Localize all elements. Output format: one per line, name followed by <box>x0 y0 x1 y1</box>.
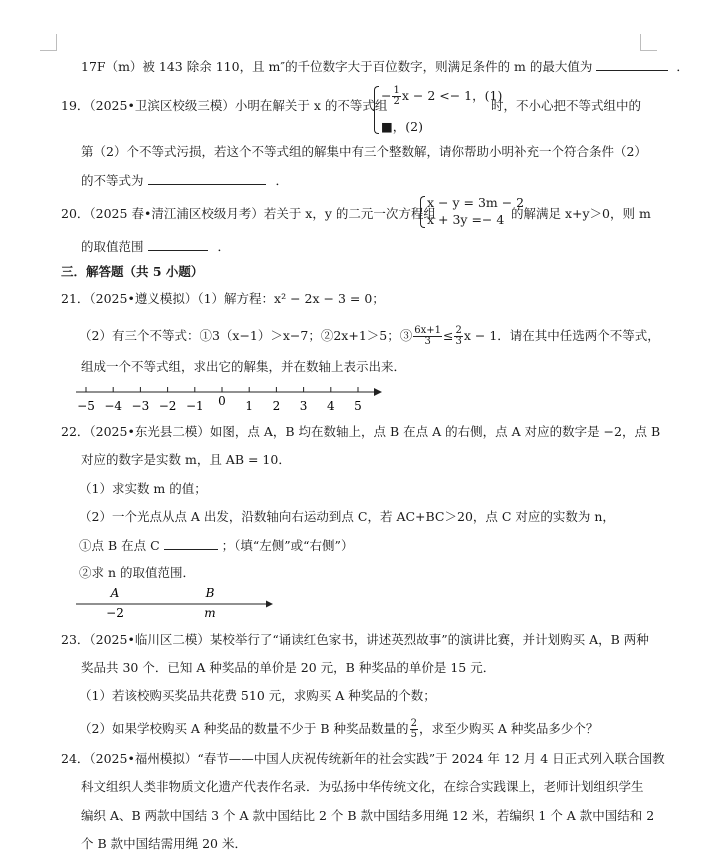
axis-tick-label: 4 <box>326 399 335 413</box>
q19-line3: 的不等式为 ． <box>81 173 288 188</box>
answer-blank-q20[interactable] <box>148 238 208 251</box>
point-a-value: −2 <box>106 606 124 620</box>
q20-system-brace <box>420 196 425 228</box>
number-line-q21 <box>70 382 390 418</box>
q19-system-brace <box>374 86 379 134</box>
axis-tick-label: 3 <box>299 399 308 413</box>
q18-tail-line: 17F（m）被 143 除余 110，且 m″的千位数字大于百位数字，则满足条件的 m 的最大值为 ． <box>81 59 689 74</box>
axis-tick-label: 0 <box>218 394 226 408</box>
point-a-label: A <box>110 586 120 600</box>
crop-mark-top-right <box>640 34 657 51</box>
axis-tick-label: −2 <box>158 399 177 413</box>
fraction: $\frac{1}{2}$ <box>393 85 400 107</box>
q20-system-row2: x + 3y =− 4 <box>427 212 505 227</box>
q22-part2: （2）一个光点从点 A 出发，沿数轴向右运动到点 C，若 AC+BC＞20，点 C 对应的实数为 n， <box>79 509 615 524</box>
q22-part1: （1）求实数 m 的值； <box>79 481 207 496</box>
fraction: $\frac{6x+1}{3}$ <box>414 325 441 347</box>
q22-line1: 22．（2025•东光县二模）如图，点 A，B 均在数轴上，点 B 在点 A 的右侧，点 A 对应的数字是 −2，点 B <box>61 424 661 439</box>
q23-line1: 23．（2025•临川区二模）某校举行了“诵读红色家书，讲述英烈故事”的演讲比赛，并计划购买 A，B 两种 <box>61 632 649 647</box>
axis-tick-label: −1 <box>185 399 204 413</box>
axis-tick-label: 1 <box>245 399 254 413</box>
number-line-q22 <box>70 586 280 622</box>
q22-line2: 对应的数字是实数 m，且 AB = 10． <box>81 452 291 467</box>
axis-tick-label: 2 <box>272 399 281 413</box>
answer-blank-q19[interactable] <box>148 172 266 185</box>
point-b-label: B <box>205 586 215 600</box>
q20-line2: 的取值范围 ． <box>81 239 230 254</box>
q21-line1: 21．（2025•遵义模拟）（1）解方程：x² − 2x − 3 = 0； <box>61 291 385 306</box>
axis-arrow <box>266 601 273 608</box>
fraction: $\frac{2}{3}$ <box>455 325 462 347</box>
q21-line3: 组成一个不等式组，求出它的解集，并在数轴上表示出来． <box>81 359 407 374</box>
q20-after-system: 的解满足 x+y＞0，则 m <box>511 206 651 221</box>
q22-part3: ①点 B 在点 C ；（填“左侧”或“右侧”） <box>79 538 354 553</box>
q24-line3: 编织 A、B 两款中国结 3 个 A 款中国结比 2 个 B 款中国结多用绳 12 米，若编织 1 个 A 款中国结和 2 <box>81 808 655 823</box>
fraction: $\frac{2}{5}$ <box>410 718 417 740</box>
q22-part4: ②求 n 的取值范围． <box>79 565 195 580</box>
q24-line2: 科文组织人类非物质文化遗产代表作名录．为弘扬中华传统文化，在综合实践课上，老师计划组织学生 <box>81 779 644 794</box>
axis-tick-label: 5 <box>354 399 362 413</box>
q21-line2: （2）有三个不等式：①3（x−1）＞x−7；②2x+1＞5；③ $\frac{6x+1}{3}$ ≤ $\frac{2}{3}$ x − 1．请在其中任选两个不等式， <box>79 325 660 347</box>
answer-blank-q22[interactable] <box>164 537 218 550</box>
q20-system-row1: x − y = 3m − 2 <box>427 195 525 210</box>
q23-part1: （1）若该校购买奖品共花费 510 元，求购买 A 种奖品的个数； <box>79 688 436 703</box>
q23-part2: （2）如果学校购买 A 种奖品的数量不少于 B 种奖品数量的 $\frac{2}{5}$ ，求至少购买 A 种奖品多少个？ <box>79 718 599 740</box>
q19-system-row2: ■，(2) <box>381 119 424 134</box>
q24-line1: 24．（2025•福州模拟）“春节——中国人庆祝传统新年的社会实践”于 2024 年 12 月 4 日正式列入联合国教 <box>61 751 665 766</box>
q19-system-row1: − $\frac{1}{2}$ x − 2 <− 1，(1) <box>381 85 503 107</box>
q20-label: 20．（2025 春•清江浦区校级月考）若关于 x，y 的二元一次方程组 <box>61 206 436 221</box>
axis-tick-label: −5 <box>77 399 95 413</box>
q24-line4: 个 B 款中国结需用绳 20 米． <box>81 836 247 851</box>
axis-arrow <box>374 388 382 396</box>
q19-label: 19．（2025•卫滨区校级三模）小明在解关于 x 的不等式组 <box>61 98 388 113</box>
crop-mark-top-left <box>40 34 57 51</box>
answer-blank-q18[interactable] <box>596 58 668 71</box>
q19-after-system: 时，不小心把不等式组中的 <box>491 98 642 113</box>
axis-tick-label: −3 <box>131 399 150 413</box>
q23-line2: 奖品共 30 个．已知 A 种奖品的单价是 20 元，B 种奖品的单价是 15 元． <box>81 660 496 675</box>
section-heading: 三．解答题（共 5 小题） <box>61 264 204 279</box>
axis-tick-label: −4 <box>104 399 123 413</box>
point-b-value: m <box>204 606 216 620</box>
q19-line2: 第（2）个不等式污损，若这个不等式组的解集中有三个整数解，请你帮助小明补充一个符合条件（2） <box>81 144 647 159</box>
